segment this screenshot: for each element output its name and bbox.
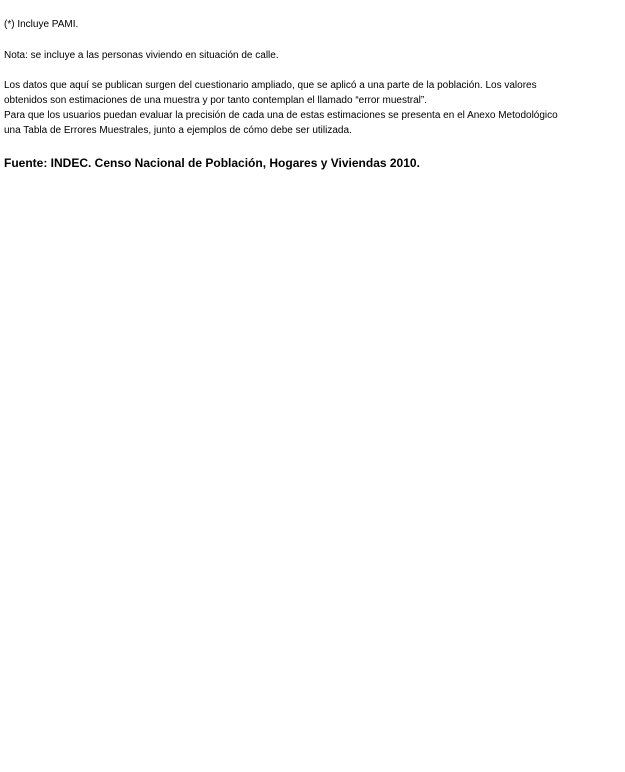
source-citation: Fuente: INDEC. Censo Nacional de Población, Hogares y Viviendas 2010.: [4, 156, 420, 170]
note-pami: (*) Incluye PAMI.: [4, 19, 79, 30]
note-situacion-calle: Nota: se incluye a las personas viviendo en situación de calle.: [4, 50, 279, 61]
methodology-line-2: obtenidos son estimaciones de una muestra y por tanto contemplan el llamado “error muestral”.: [4, 95, 427, 106]
methodology-line-4: una Tabla de Errores Muestrales, junto a ejemplos de cómo debe ser utilizada.: [4, 125, 352, 136]
methodology-line-3: Para que los usuarios puedan evaluar la precisión de cada una de estas estimaciones se presenta en el Anexo Metodológico: [4, 110, 558, 121]
methodology-line-1: Los datos que aquí se publican surgen del cuestionario ampliado, que se aplicó a una parte de la población. Los valores: [4, 80, 537, 91]
